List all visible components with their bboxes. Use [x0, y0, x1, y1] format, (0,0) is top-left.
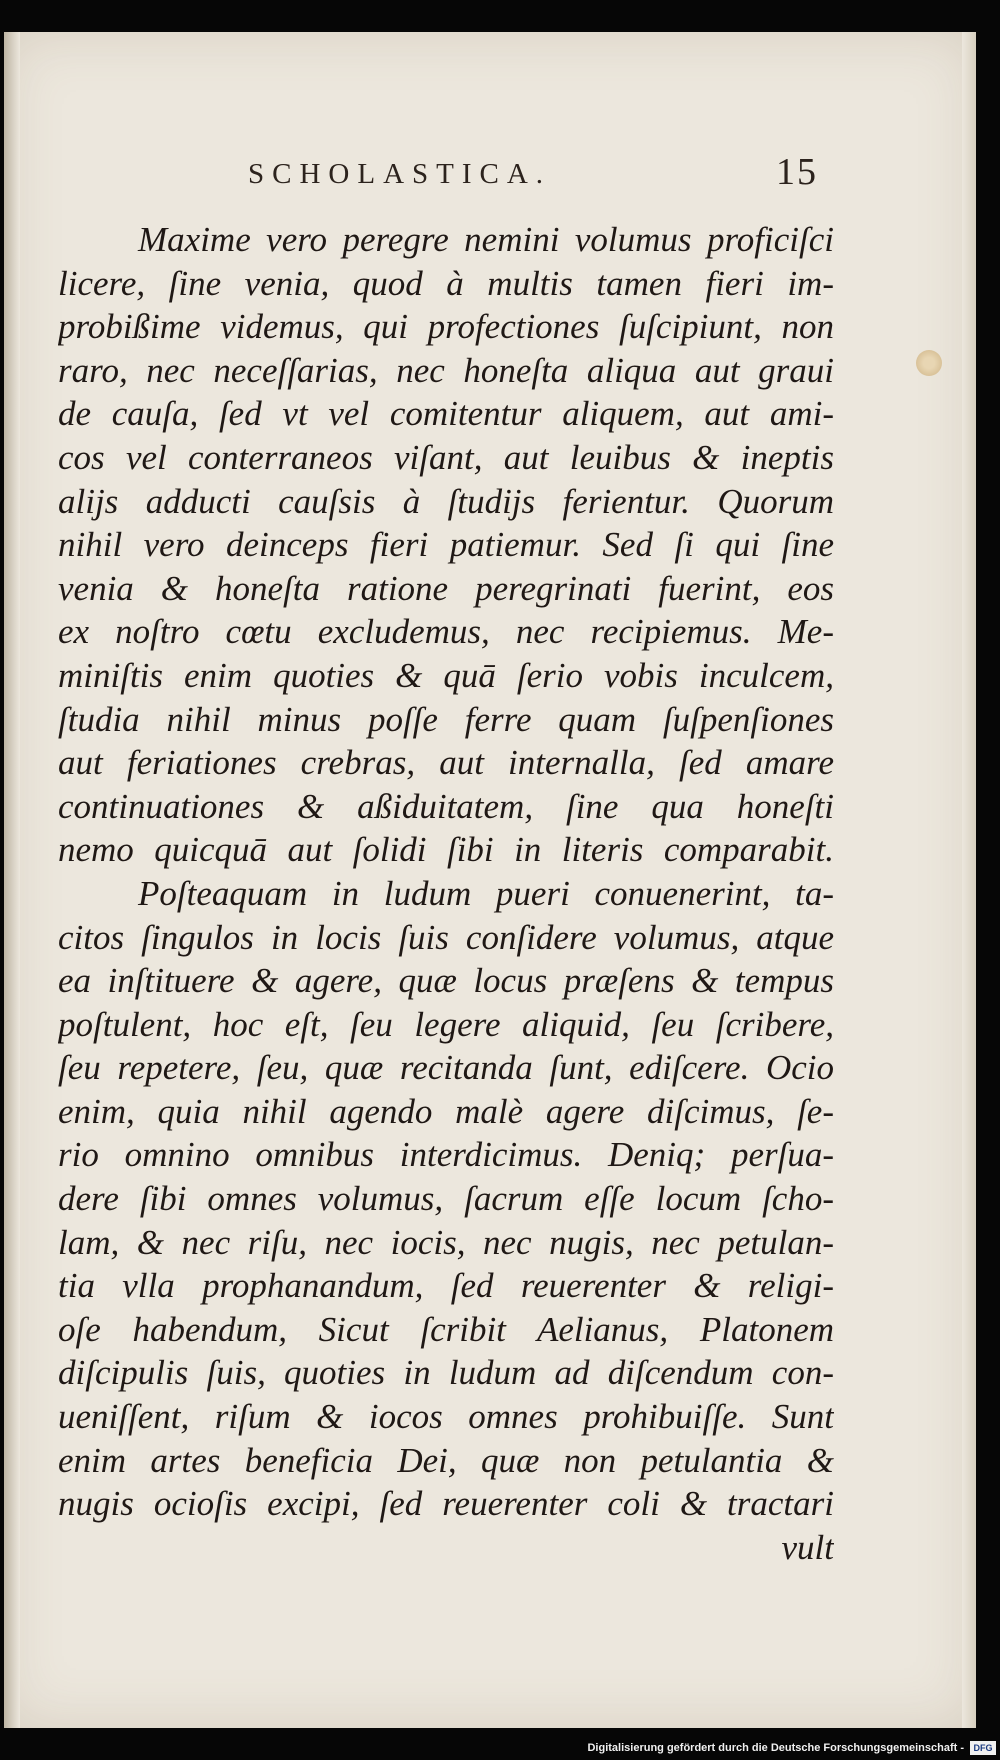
catchword: vult: [781, 1527, 834, 1567]
text-line: raro, nec neceſſarias, nec honeſta aliqua aut graui: [58, 350, 834, 390]
page-gutter-shadow: [4, 32, 20, 1728]
text-line: continuationes & aßiduitatem, ſine qua honeſti: [58, 786, 834, 826]
text-line: probißime videmus, qui profectiones ſuſcipiunt, non: [58, 307, 834, 347]
running-title: SCHOLASTICA.: [248, 158, 552, 190]
text-line: tia vlla prophanandum, ſed reuerenter & religi-: [58, 1266, 834, 1306]
text-line: Poſteaquam in ludum pueri conuenerint, ta-: [138, 873, 834, 913]
text-line: alijs adducti cauſsis à ſtudijs ferientur. Quorum: [58, 481, 834, 521]
paper-stain: [916, 350, 942, 376]
text-line: nihil vero deinceps fieri patiemur. Sed ſi qui ſine: [58, 525, 834, 565]
text-line: lam, & nec riſu, nec iocis, nec nugis, nec petulan-: [58, 1222, 834, 1262]
text-line: citos ſingulos in locis ſuis conſidere volumus, atque: [58, 917, 834, 957]
text-line: nemo quicquā aut ſolidi ſibi in literis comparabit.: [58, 830, 834, 870]
text-line: ex noſtro cœtu excludemus, nec recipiemus. Me-: [58, 612, 834, 652]
text-line: licere, ſine venia, quod à multis tamen fieri im-: [58, 263, 834, 303]
text-line: miniſtis enim quoties & quā ſerio vobis inculcem,: [58, 655, 834, 695]
text-line: Maxime vero peregre nemini volumus proficiſci: [138, 220, 834, 259]
text-line: ea inſtituere & agere, quæ locus præſens & tempus: [58, 961, 834, 1001]
text-line: enim artes beneficia Dei, quæ non petulantia &: [58, 1440, 834, 1480]
text-line: de cauſa, ſed vt vel comitentur aliquem, aut ami-: [58, 394, 834, 434]
text-line: ſtudia nihil minus poſſe ferre quam ſuſpenſiones: [58, 699, 834, 739]
text-line: ueniſſent, riſum & iocos omnes prohibuiſſe. Sunt: [58, 1397, 834, 1437]
page-number: 15: [776, 151, 818, 193]
text-line: nugis ocioſis excipi, ſed reuerenter coli & tractari: [58, 1484, 834, 1524]
book-page: [4, 32, 976, 1728]
text-line: cos vel conterraneos viſant, aut leuibus & ineptis: [58, 437, 834, 477]
funding-note: Digitalisierung gefördert durch die Deutsche Forschungsgemeinschaft -: [587, 1742, 964, 1754]
text-line: oſe habendum, Sicut ſcribit Aelianus, Platonem: [58, 1309, 834, 1349]
text-line: diſcipulis ſuis, quoties in ludum ad diſcendum con-: [58, 1353, 834, 1393]
text-line: rio omnino omnibus interdicimus. Deniq; perſua-: [58, 1135, 834, 1175]
text-line: venia & honeſta ratione peregrinati fuerint, eos: [58, 568, 834, 608]
text-line: poſtulent, hoc eſt, ſeu legere aliquid, ſeu ſcribere,: [58, 1004, 834, 1044]
page-edge-shadow: [962, 32, 976, 1728]
text-line: dere ſibi omnes volumus, ſacrum eſſe locum ſcho-: [58, 1179, 834, 1219]
text-line: aut feriationes crebras, aut internalla, ſed amare: [58, 743, 834, 783]
dfg-logo-icon: DFG: [970, 1741, 996, 1755]
text-line: ſeu repetere, ſeu, quæ recitanda ſunt, ediſcere. Ocio: [58, 1048, 834, 1088]
text-line: enim, quia nihil agendo malè agere diſcimus, ſe-: [58, 1091, 834, 1131]
page-header: [248, 138, 818, 198]
body-text: [58, 218, 834, 1569]
